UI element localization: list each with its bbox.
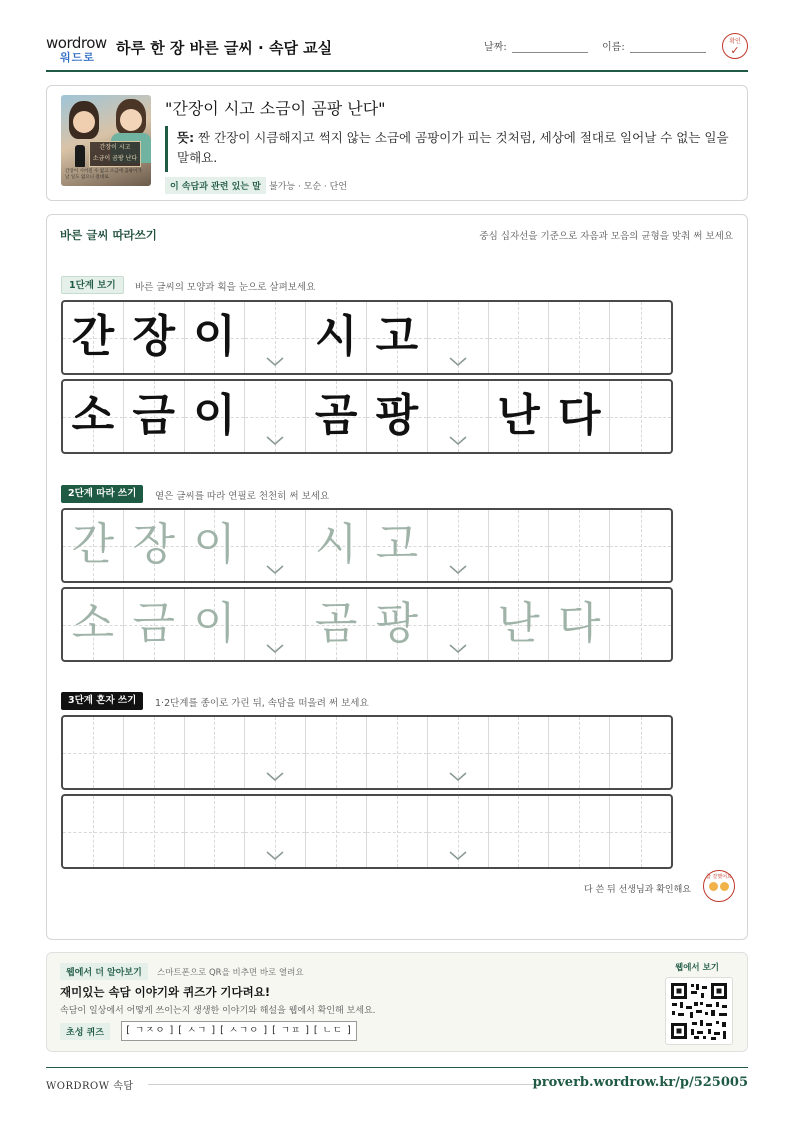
web-headline: 재미있는 속담 이야기와 퀴즈가 기다려요! xyxy=(60,985,271,999)
hangul-character: 곰 xyxy=(314,390,358,441)
hangul-character: 고 xyxy=(375,519,419,570)
stage2-desc: 옅은 글씨를 따라 연필로 천천히 써 보세요 xyxy=(155,491,330,502)
space-marker-icon xyxy=(266,436,284,446)
signboard-line: 간장이 시고 xyxy=(99,144,131,151)
related-words: 불가능 · 모순 · 단언 xyxy=(269,182,348,192)
horizontal-guide xyxy=(610,753,671,754)
writing-cell[interactable] xyxy=(367,510,428,581)
writing-cell[interactable] xyxy=(124,589,185,660)
hangul-character: 다 xyxy=(558,390,601,441)
stage2-row1[interactable] xyxy=(61,508,673,583)
hangul-character: 장 xyxy=(132,311,175,362)
horizontal-guide xyxy=(63,753,123,754)
writing-cell xyxy=(124,302,185,373)
stage2-row2[interactable] xyxy=(61,587,673,662)
horizontal-guide xyxy=(610,338,671,339)
footer-url-link[interactable]: proverb.wordrow.kr/p/525005 xyxy=(532,1075,748,1090)
name-field[interactable] xyxy=(630,52,706,53)
writing-cell[interactable] xyxy=(245,510,306,581)
writing-cell[interactable] xyxy=(610,510,671,581)
stage3-row1[interactable] xyxy=(61,715,673,790)
web-description: 속담이 일상에서 어떻게 쓰이는지 생생한 이야기와 해설을 웹에서 확인해 보세요. xyxy=(60,1006,376,1016)
writing-cell xyxy=(306,381,367,452)
meaning-text xyxy=(177,128,732,168)
space-marker-icon xyxy=(266,565,284,575)
horizontal-guide xyxy=(306,753,366,754)
writing-cell[interactable] xyxy=(185,589,246,660)
horizontal-guide xyxy=(245,832,305,833)
hangul-character: 난 xyxy=(497,598,540,649)
logo-wordmark: wordrow xyxy=(46,34,107,52)
horizontal-guide xyxy=(610,546,671,547)
qr-code-graphic xyxy=(666,978,732,1044)
writing-cell[interactable] xyxy=(489,510,550,581)
horizontal-guide xyxy=(428,832,488,833)
horizontal-guide xyxy=(610,625,671,626)
horizontal-guide xyxy=(428,417,488,418)
good-job-stamp-icon xyxy=(703,870,735,902)
horizontal-guide xyxy=(549,832,609,833)
horizontal-guide xyxy=(428,625,488,626)
qr-hint: 스마트폰으로 QR을 비추면 바로 열려요 xyxy=(157,968,304,978)
hangul-character: 시 xyxy=(314,311,358,362)
footer-brand: WORDROW 속담 xyxy=(46,1081,134,1092)
writing-cell[interactable] xyxy=(63,510,124,581)
space-marker-icon xyxy=(266,772,284,782)
horizontal-guide xyxy=(63,832,123,833)
practice-title: 바른 글씨 따라쓰기 xyxy=(60,228,157,242)
kid-face-icon xyxy=(720,882,729,891)
hangul-character: 장 xyxy=(132,519,175,570)
proverb-title: "간장이 시고 소금이 곰팡 난다" xyxy=(165,99,386,118)
hangul-character: 이 xyxy=(193,311,236,362)
writing-cell[interactable] xyxy=(428,589,489,660)
hangul-character: 소 xyxy=(71,598,115,649)
hangul-character: 이 xyxy=(193,598,236,649)
stamp-label: 참 잘했어요 xyxy=(706,874,732,880)
writing-cell xyxy=(428,302,489,373)
writing-cell xyxy=(63,302,124,373)
writing-cell xyxy=(124,381,185,452)
horizontal-guide xyxy=(428,546,488,547)
hangul-character: 곰 xyxy=(314,598,358,649)
space-marker-icon xyxy=(266,851,284,861)
space-marker-icon xyxy=(266,644,284,654)
horizontal-guide xyxy=(610,832,671,833)
space-marker-icon xyxy=(449,851,467,861)
quote-bar xyxy=(165,126,168,172)
wordrow-logo xyxy=(46,34,110,64)
horizontal-guide xyxy=(489,832,549,833)
horizontal-guide xyxy=(428,338,488,339)
writing-cell[interactable] xyxy=(489,796,550,867)
horizontal-guide xyxy=(610,417,671,418)
writing-cell xyxy=(367,381,428,452)
writing-cell[interactable] xyxy=(185,510,246,581)
chosung-quiz-box: [ ㄱㅈㅇ ] [ ㅅㄱ ] [ ㅅㄱㅇ ] [ ㄱㅍ ] [ ㄴㄷ ] xyxy=(121,1021,357,1041)
writing-cell xyxy=(245,381,306,452)
stage3-label: 3단계 혼자 쓰기 xyxy=(61,692,143,710)
writing-cell xyxy=(185,302,246,373)
kid-face-icon xyxy=(709,882,718,891)
proverb-illustration xyxy=(61,95,151,186)
horizontal-guide xyxy=(549,753,609,754)
illustration-footnote: 간장이 시어질 수 없고 소금에 곰팡이가 날 일도 없으니 절대로 xyxy=(65,169,142,180)
writing-cell[interactable] xyxy=(428,796,489,867)
character-face xyxy=(120,109,142,131)
horizontal-guide xyxy=(428,753,488,754)
qr-code-icon[interactable] xyxy=(665,977,733,1045)
writing-cell[interactable] xyxy=(63,796,124,867)
writing-cell[interactable] xyxy=(306,796,367,867)
qr-label: 웹에서 보기 xyxy=(674,963,719,973)
writing-cell[interactable] xyxy=(489,589,550,660)
horizontal-guide xyxy=(489,546,549,547)
space-marker-icon xyxy=(449,644,467,654)
writing-cell[interactable] xyxy=(185,717,246,788)
writing-cell xyxy=(549,302,610,373)
proverb-meaning-card xyxy=(46,85,748,201)
writing-cell[interactable] xyxy=(124,796,185,867)
signboard-line: 소금이 곰팡 난다 xyxy=(92,155,138,162)
name-label: 이름: xyxy=(602,42,625,53)
stage3-desc: 1·2단계를 종이로 가린 뒤, 속담을 떠올려 써 보세요 xyxy=(155,698,369,709)
horizontal-guide xyxy=(489,753,549,754)
meaning-label: 뜻: xyxy=(177,130,195,145)
related-words-label: 이 속담과 관련 있는 말 xyxy=(165,177,266,194)
stamp-label: 확인 xyxy=(729,38,741,45)
page-header xyxy=(46,30,748,72)
writing-cell xyxy=(610,302,671,373)
writing-cell[interactable] xyxy=(245,589,306,660)
writing-cell[interactable] xyxy=(610,589,671,660)
stage1-row1 xyxy=(61,300,673,375)
hangul-character: 이 xyxy=(193,519,236,570)
horizontal-guide xyxy=(489,338,549,339)
writing-cell xyxy=(489,302,550,373)
horizontal-guide xyxy=(245,338,305,339)
horizontal-guide xyxy=(124,753,184,754)
soy-sauce-bottle-icon xyxy=(75,145,85,167)
hangul-character: 난 xyxy=(497,390,540,441)
writing-cell[interactable] xyxy=(185,796,246,867)
hangul-character: 고 xyxy=(375,311,419,362)
writing-cell xyxy=(63,381,124,452)
horizontal-guide xyxy=(245,625,305,626)
footer-divider xyxy=(148,1084,538,1085)
writing-cell[interactable] xyxy=(428,510,489,581)
writing-cell[interactable] xyxy=(549,717,610,788)
horizontal-guide xyxy=(185,753,245,754)
hangul-character: 시 xyxy=(314,519,358,570)
hangul-character: 간 xyxy=(71,519,115,570)
horizontal-guide xyxy=(245,417,305,418)
practice-hint: 중심 십자선을 기준으로 자음과 모음의 균형을 맞춰 써 보세요 xyxy=(479,231,733,242)
character-face xyxy=(73,111,95,133)
writing-cell[interactable] xyxy=(610,796,671,867)
writing-cell[interactable] xyxy=(367,589,428,660)
hangul-character: 금 xyxy=(132,598,175,649)
writing-cell[interactable] xyxy=(245,796,306,867)
horizontal-guide xyxy=(306,832,366,833)
stage1-desc: 바른 글씨의 모양과 획을 눈으로 살펴보세요 xyxy=(135,282,316,293)
writing-cell[interactable] xyxy=(306,589,367,660)
writing-cell[interactable] xyxy=(549,589,610,660)
logo-korean: 워드로 xyxy=(60,51,95,64)
horizontal-guide xyxy=(367,832,427,833)
stage1-row2 xyxy=(61,379,673,454)
writing-cell xyxy=(610,381,671,452)
illustration-signboard xyxy=(89,141,141,167)
hangul-character: 금 xyxy=(132,390,175,441)
hangul-character: 간 xyxy=(71,311,115,362)
horizontal-guide xyxy=(124,832,184,833)
hangul-character: 팡 xyxy=(375,598,419,649)
writing-cell[interactable] xyxy=(549,510,610,581)
horizontal-guide xyxy=(549,546,609,547)
writing-cell[interactable] xyxy=(549,796,610,867)
horizontal-guide xyxy=(549,338,609,339)
writing-cell xyxy=(549,381,610,452)
writing-cell[interactable] xyxy=(367,796,428,867)
stage1-label: 1단계 보기 xyxy=(61,276,124,294)
writing-cell[interactable] xyxy=(306,510,367,581)
checkmark-icon: ✓ xyxy=(730,44,740,57)
check-stamp-icon xyxy=(722,33,748,59)
date-label: 날짜: xyxy=(484,42,507,53)
web-more-label: 웹에서 더 알아보기 xyxy=(60,963,148,980)
writing-cell xyxy=(489,381,550,452)
page-footer xyxy=(46,1067,748,1099)
stage3-row2[interactable] xyxy=(61,794,673,869)
horizontal-guide xyxy=(245,753,305,754)
chosung-quiz-label: 초성 퀴즈 xyxy=(60,1023,110,1040)
writing-cell[interactable] xyxy=(306,717,367,788)
stage2-label: 2단계 따라 쓰기 xyxy=(61,485,143,503)
horizontal-guide xyxy=(185,832,245,833)
writing-cell[interactable] xyxy=(124,510,185,581)
handwriting-practice-card xyxy=(46,214,748,940)
writing-cell[interactable] xyxy=(63,589,124,660)
space-marker-icon xyxy=(449,357,467,367)
date-field[interactable] xyxy=(512,52,588,53)
hangul-character: 소 xyxy=(71,390,115,441)
horizontal-guide xyxy=(245,546,305,547)
writing-cell xyxy=(428,381,489,452)
hangul-character: 다 xyxy=(558,598,601,649)
writing-cell[interactable] xyxy=(124,717,185,788)
writing-cell[interactable] xyxy=(63,717,124,788)
writing-cell[interactable] xyxy=(489,717,550,788)
worksheet-title: 하루 한 장 바른 글씨 · 속담 교실 xyxy=(116,39,333,57)
writing-cell[interactable] xyxy=(367,717,428,788)
hangul-character: 팡 xyxy=(375,390,419,441)
writing-cell xyxy=(185,381,246,452)
web-more-card xyxy=(46,952,748,1052)
writing-cell xyxy=(245,302,306,373)
writing-cell xyxy=(367,302,428,373)
space-marker-icon xyxy=(266,357,284,367)
meaning-body: 짠 간장이 시큼해지고 썩지 않는 소금에 곰팡이가 피는 것처럼, 세상에 절대로 일어날 수 없는 일을 말해요. xyxy=(177,130,729,165)
writing-cell[interactable] xyxy=(245,717,306,788)
writing-cell xyxy=(306,302,367,373)
space-marker-icon xyxy=(449,565,467,575)
space-marker-icon xyxy=(449,436,467,446)
space-marker-icon xyxy=(449,772,467,782)
writing-cell[interactable] xyxy=(610,717,671,788)
hangul-character: 이 xyxy=(193,390,236,441)
teacher-confirm-text: 다 쓴 뒤 선생님과 확인해요 xyxy=(583,885,691,895)
writing-cell[interactable] xyxy=(428,717,489,788)
horizontal-guide xyxy=(367,753,427,754)
